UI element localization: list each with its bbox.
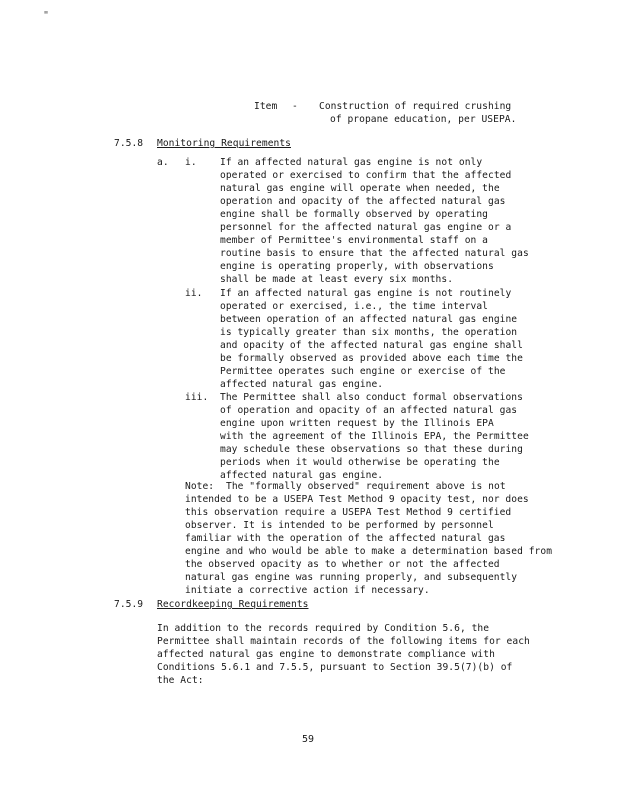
paragraph-line: shall be made at least every six months.: [220, 274, 454, 285]
paragraph-line: be formally observed as provided above each time the: [220, 353, 523, 364]
paragraph-line: is typically greater than six months, the operation: [220, 327, 518, 338]
header-line-2: of propane education, per USEPA.: [330, 114, 517, 125]
paragraph-line: affected natural gas engine.: [220, 470, 384, 481]
paragraph-line: operated or exercised, i.e., the time interval: [220, 301, 488, 312]
note-line: observer. It is intended to be performed by personnel: [185, 520, 494, 531]
header-line-1: Construction of required crushing: [319, 101, 512, 112]
paragraph-line: natural gas engine will operate when needed, the: [220, 183, 500, 194]
paragraph-line: If an affected natural gas engine is not routinely: [220, 288, 512, 299]
note-line: engine and who would be able to make a determination based from: [185, 546, 553, 557]
paragraph-line: engine is operating properly, with observations: [220, 261, 494, 272]
paragraph-line: In addition to the records required by Condition 5.6, the: [157, 623, 490, 634]
paragraph-line: engine upon written request by the Illinois EPA: [220, 418, 494, 429]
header-label: Item: [254, 101, 278, 112]
subitem-numeral: ii.: [185, 288, 203, 299]
header-dash: -: [292, 101, 298, 112]
paragraph-line: Permittee shall maintain records of the following items for each: [157, 636, 530, 647]
note-line: initiate a corrective action if necessary.: [185, 585, 430, 596]
paragraph-line: The Permittee shall also conduct formal observations: [220, 392, 523, 403]
note-line: natural gas engine was running properly, and subsequently: [185, 572, 518, 583]
section-title: Monitoring Requirements: [157, 138, 291, 149]
note-line: this observation require a USEPA Test Method 9 certified: [185, 507, 512, 518]
paragraph-line: Conditions 5.6.1 and 7.5.5, pursuant to Section 39.5(7)(b) of: [157, 662, 513, 673]
note-line: familiar with the operation of the affected natural gas: [185, 533, 506, 544]
section-number: 7.5.8: [114, 138, 144, 149]
note-line: intended to be a USEPA Test Method 9 opacity test, nor does: [185, 494, 529, 505]
paragraph-line: and opacity of the affected natural gas engine shall: [220, 340, 523, 351]
section-title: Recordkeeping Requirements: [157, 599, 309, 610]
paragraph-line: If an affected natural gas engine is not only: [220, 157, 483, 168]
paragraph-line: routine basis to ensure that the affected natural gas: [220, 248, 529, 259]
paragraph-line: Permittee operates such engine or exercise of the: [220, 366, 506, 377]
paragraph-line: operated or exercised to confirm that the affected: [220, 170, 512, 181]
item-letter: a.: [157, 157, 169, 168]
subitem-numeral: iii.: [185, 392, 209, 403]
paragraph-line: periods when it would otherwise be operating the: [220, 457, 500, 468]
paragraph-line: affected natural gas engine.: [220, 379, 384, 390]
paragraph-line: member of Permittee's environmental staff on a: [220, 235, 488, 246]
paragraph-line: of operation and opacity of an affected natural gas: [220, 405, 518, 416]
note-label: Note:: [185, 481, 215, 492]
page-corner-mark: ": [43, 10, 50, 21]
subitem-numeral: i.: [185, 157, 197, 168]
section-number: 7.5.9: [114, 599, 144, 610]
paragraph-line: affected natural gas engine to demonstrate compliance with: [157, 649, 495, 660]
paragraph-line: may schedule these observations so that these during: [220, 444, 523, 455]
paragraph-line: with the agreement of the Illinois EPA, the Permittee: [220, 431, 529, 442]
note-line: the observed opacity as to whether or not the affected: [185, 559, 500, 570]
page-number: 59: [302, 734, 315, 745]
paragraph-line: personnel for the affected natural gas engine or a: [220, 222, 512, 233]
paragraph-line: operation and opacity of the affected natural gas: [220, 196, 506, 207]
paragraph-line: between operation of an affected natural gas engine: [220, 314, 518, 325]
paragraph-line: engine shall be formally observed by operating: [220, 209, 488, 220]
note-line: The "formally observed" requirement above is not: [226, 481, 506, 492]
paragraph-line: the Act:: [157, 675, 204, 686]
